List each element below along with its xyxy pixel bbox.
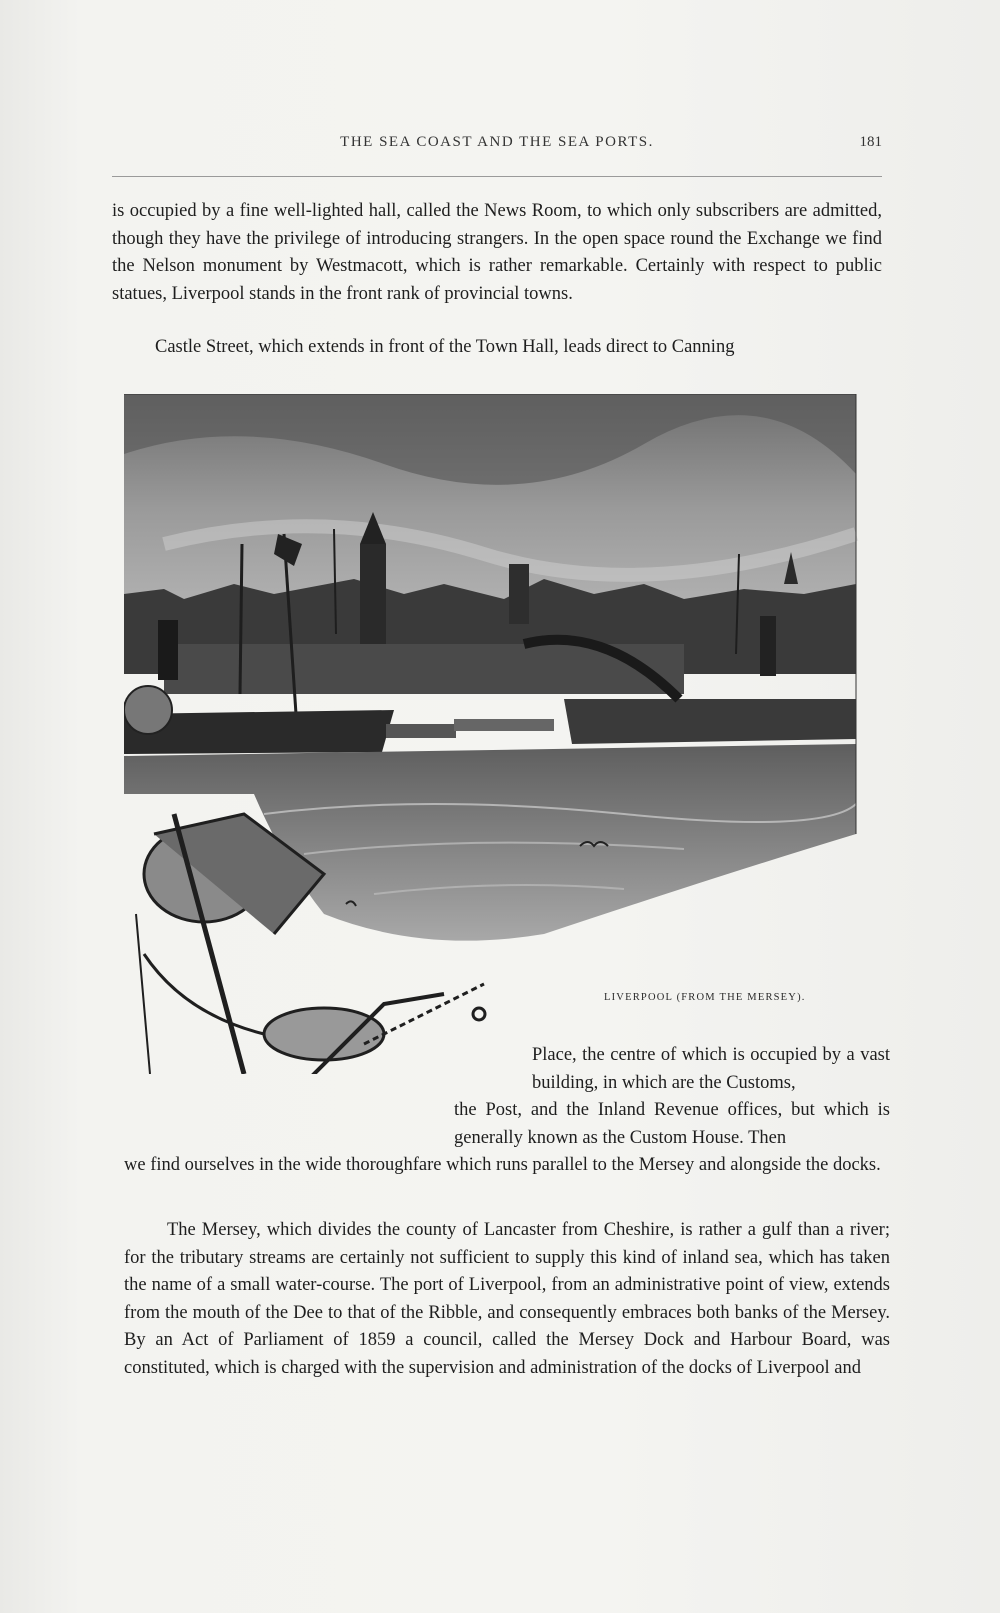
- paragraph-mersey: The Mersey, which divides the county of Lancaster from Cheshire, is rather a gulf than a river; for the tributary streams are certainly not sufficient to supply this kind of inland sea, which has taken the name of a small water-course. The port of Liverpool, from an administrative point of view, extends from the mouth of the Dee to that of the Ribble, and consequently embraces both banks of the Mersey. By an Act of Parliament of 1859 a council, called the Mersey Dock and Harbour Board, was constituted, which is charged with the supervision and administration of the docks of Liverpool and: [124, 1220, 890, 1378]
- paragraph-news-room: is occupied by a fine well-lighted hall, called the News Room, to which only subscribers are admitted, though they have the privilege of introducing strangers. In the open space round the Exchange we find the Nelson monument by Westmacott, which is rather remarkable. Certainly with respect to public statues, Liverpool stands in the front rank of provincial towns.: [112, 201, 882, 304]
- header-rule: [112, 176, 882, 177]
- running-head: [112, 134, 882, 156]
- paragraph-wrap-line1: Place, the centre of which is occupied by a vast building, in which are the Customs,: [532, 1045, 890, 1093]
- paragraph-castle-street: Castle Street, which extends in front of the Town Hall, leads direct to Canning: [155, 337, 735, 357]
- paragraph-thoroughfare: we find ourselves in the wide thoroughfare which runs parallel to the Mersey and alongside the docks.: [124, 1155, 881, 1175]
- running-title: THE SEA COAST AND THE SEA PORTS.: [340, 134, 654, 150]
- engraving-illustration: [124, 394, 882, 1074]
- figure-caption: LIVERPOOL (FROM THE MERSEY).: [604, 992, 806, 1003]
- engraving-liverpool-from-mersey: [124, 394, 882, 1074]
- page-number: 181: [859, 134, 882, 150]
- paragraph-wrap-line2: the Post, and the Inland Revenue offices, but which is generally known as the Custom House. Then: [454, 1100, 890, 1148]
